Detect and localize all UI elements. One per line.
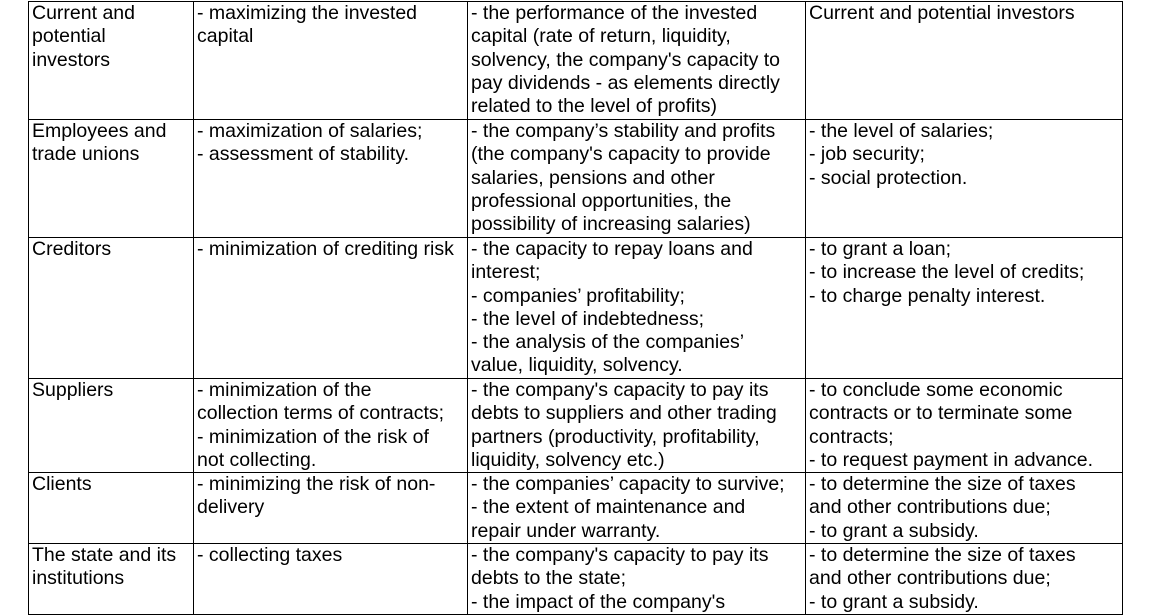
decision-cell: - the level of salaries; - job security; - social protection. [806, 120, 1123, 238]
stakeholder-cell: Current and potential investors [29, 2, 194, 120]
decision-cell: - to determine the size of taxes and other contributions due; - to grant a subsidy. [806, 544, 1123, 615]
information-cell: - the company’s stability and profits (the company's capacity to provide salaries, pensions and other professional opportunities, the possibility of increasing salaries) [468, 120, 806, 238]
stakeholder-cell: Creditors [29, 238, 194, 379]
table-row [29, 473, 1123, 544]
information-cell: - the capacity to repay loans and interest; - companies’ profitability; - the level of indebtedness; - the analysis of the companies’ value, liquidity, solvency. [468, 238, 806, 379]
information-cell: - the performance of the invested capital (rate of return, liquidity, solvency, the company's capacity to pay dividends - as elements directly related to the level of profits) [468, 2, 806, 120]
stakeholder-cell: Employees and trade unions [29, 120, 194, 238]
decision-cell: - to determine the size of taxes and other contributions due; - to grant a subsidy. [806, 473, 1123, 544]
table-row [29, 120, 1123, 238]
information-cell: - the companies’ capacity to survive; - the extent of maintenance and repair under warranty. [468, 473, 806, 544]
table-row [29, 2, 1123, 120]
table-row [29, 544, 1123, 615]
decision-cell: - to grant a loan; - to increase the level of credits; - to charge penalty interest. [806, 238, 1123, 379]
objective-cell: - minimizing the risk of non- delivery [194, 473, 468, 544]
stakeholder-cell: Suppliers [29, 379, 194, 473]
stakeholder-cell: The state and its institutions [29, 544, 194, 615]
information-cell: - the company's capacity to pay its debts to suppliers and other trading partners (productivity, profitability, liquidity, solvency etc.) [468, 379, 806, 473]
objective-cell: - maximization of salaries; - assessment of stability. [194, 120, 468, 238]
table-row [29, 379, 1123, 473]
stakeholder-cell: Clients [29, 473, 194, 544]
objective-cell: - minimization of crediting risk [194, 238, 468, 379]
decision-cell: Current and potential investors [806, 2, 1123, 120]
table-row [29, 238, 1123, 379]
objective-cell: - minimization of the collection terms of contracts; - minimization of the risk of not collecting. [194, 379, 468, 473]
information-cell: - the company's capacity to pay its debts to the state; - the impact of the company's [468, 544, 806, 615]
stakeholder-table [28, 1, 1123, 615]
decision-cell: - to conclude some economic contracts or to terminate some contracts; - to request payment in advance. [806, 379, 1123, 473]
objective-cell: - collecting taxes [194, 544, 468, 615]
objective-cell: - maximizing the invested capital [194, 2, 468, 120]
